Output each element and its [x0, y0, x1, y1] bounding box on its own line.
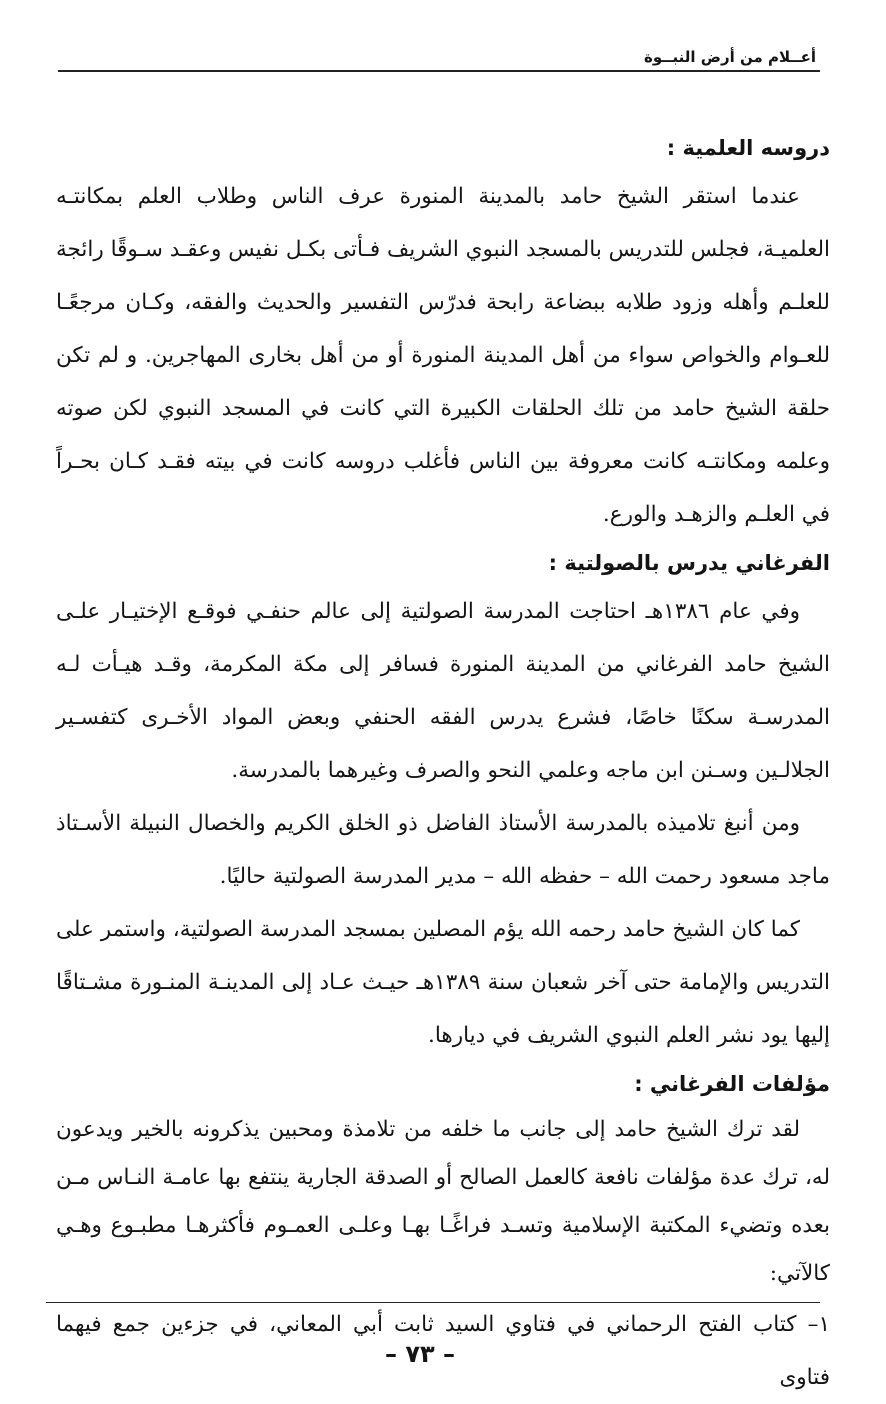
section-heading: دروسه العلمية : [666, 136, 830, 160]
page-number: – ٧٣ – [384, 1340, 455, 1368]
section-heading: الفرغاني يدرس بالصولتية : [548, 551, 830, 575]
running-header: أعــلام من أرض النبــوة [644, 48, 816, 66]
paragraph: كما كان الشيخ حامد رحمه الله يؤم المصلين بمسجد المدرسة الصولتية، واستمر على التدريس والإمامة حتى آخر شعبان سنة ١٣٨٩هـ حيـث عـاد إلى المدينـة المنـورة مشـتاقًا إليها يود نشر العلم النبوي الشريف في ديارها. [56, 917, 830, 1048]
section-saulatiya [56, 541, 830, 1062]
list-item: ١– كتاب الفتح الرحماني في فتاوي السيد ثابت أبي المعاني، في جزءين جمع فيهما فتاوى [56, 1312, 830, 1390]
section-heading: مؤلفات الفرغاني : [634, 1072, 830, 1096]
header-divider [58, 70, 820, 72]
section-lessons [56, 126, 830, 541]
paragraph: وفي عام ١٣٨٦هـ احتاجت المدرسة الصولتية إلى عالم حنفـي فوقـع الإختيـار علـى الشيخ حامد الفرغاني من المدينة المنورة فسافر إلى مكة المكرمة، وقـد هيـأت لـه المدرسـة سكنًا خاصًا، فشرع يدرس الفقه الحنفي وبعض المواد الأخـرى كتفسـير الجلالـين وسـنن ابن ماجه وعلمي النحو والصرف وغيرهما بالمدرسة. [56, 599, 830, 783]
footer-divider [46, 1302, 820, 1303]
paragraph: لقد ترك الشيخ حامد إلى جانب ما خلفه من تلامذة ومحبين يذكرونه بالخير ويدعون له، ترك عدة مؤلفات نافعة كالعمل الصالح أو الصدقة الجارية ينتفع بها عامـة النـاس مـن بعده وتضيء المكتبة الإسلامية وتسـد فراغًـا بهـا وعلـى العمـوم فأكثرهـا مطبـوع وهـي كالآتي: [56, 1117, 830, 1286]
page-body [56, 126, 830, 1404]
paragraph: عندما استقر الشيخ حامد بالمدينة المنورة عرف الناس وطلاب العلم بمكانتـه العلميـة، فجلس للتدريس بالمسجد النبوي الشريف فـأتى بكـل نفيس وعقـد سـوقًا رائجة للعلـم وأهله وزود طلابه ببضاعة رابحة فدرّس التفسير والحديث والفقه، وكـان مرجعًـا للعـوام والخواص سواء من أهل المدينة المنورة أو من أهل بخارى المهاجرين. و لم تكن حلقة الشيخ حامد من تلك الحلقات الكبيرة التي كانت في المسجد النبوي لكن صوته وعلمه ومكانتـه كانت معروفة بين الناس فأغلب دروسه كانت في بيته فقـد كـان بحـراً في العلـم والزهـد والورع. [56, 184, 830, 527]
paragraph: ومن أنبغ تلاميذه بالمدرسة الأستاذ الفاضل ذو الخلق الكريم والخصال النبيلة الأسـتاذ ماجد مسعود رحمت الله – حفظه الله – مدير المدرسة الصولتية حاليًا. [56, 811, 830, 889]
